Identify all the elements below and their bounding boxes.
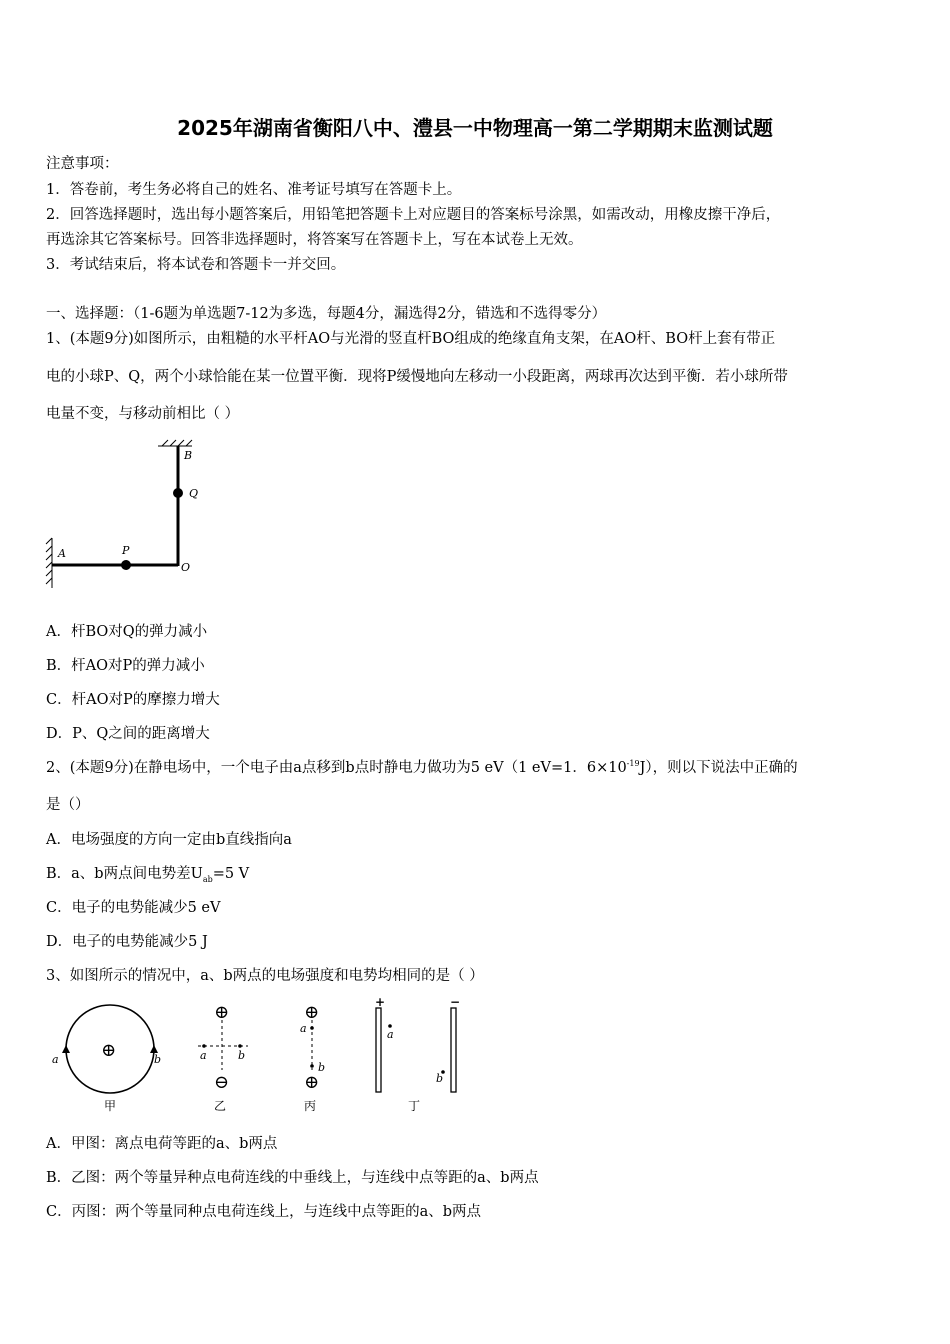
q2-option-c: C．电子的电势能减少5 eV — [46, 900, 221, 916]
charge-negative: ⊖ — [214, 1072, 230, 1093]
caption-bing: 丙 — [304, 1099, 317, 1113]
q3-option-c: C．丙图：两个等量同种点电荷连线上，与连线中点等距的a、b两点 — [46, 1204, 482, 1220]
point-b — [310, 1064, 314, 1068]
point-b-label: b — [436, 1072, 444, 1085]
q1-stem-line: 电量不变，与移动前相比（ ） — [46, 406, 240, 422]
caption-jia: 甲 — [104, 1099, 117, 1113]
q2-option-b-tail: =5 V — [212, 866, 250, 882]
label-p: P — [122, 544, 130, 557]
notice-item: 2．回答选择题时，选出每小题答案后，用铅笔把答题卡上对应题目的答案标号涂黑，如需改动，用橡皮擦干净后， — [46, 207, 781, 223]
figure-jia — [52, 1005, 161, 1113]
q2-option-b-main: B．a、b两点间电势差U — [46, 866, 203, 882]
q1-stem-line: 电的小球P、Q，两个小球恰能在某一位置平衡．现将P缓慢地向左移动一小段距离，两球再次达到平衡．若小球所带 — [46, 369, 788, 385]
q3-stem: 3、如图所示的情况中，a、b两点的电场强度和电势均相同的是（ ） — [46, 968, 484, 984]
charge-positive: ⊕ — [214, 1002, 230, 1023]
label-b: B — [184, 449, 193, 462]
q1-figure — [44, 438, 214, 590]
q2-option-b-sub: ab — [202, 874, 213, 884]
page-title: 2025年湖南省衡阳八中、澧县一中物理高一第二学期期末监测试题 — [177, 116, 773, 140]
label-a: A — [58, 547, 66, 560]
q2-stem-line — [46, 756, 798, 777]
label-q: Q — [189, 487, 199, 500]
notice-heading: 注意事项： — [46, 156, 119, 172]
charge-positive: ⊕ — [304, 1072, 320, 1093]
point-a-label: a — [387, 1028, 394, 1041]
caption-ding: 丁 — [408, 1099, 421, 1113]
point-a-label: a — [300, 1022, 307, 1035]
q1-wall-hatch — [46, 538, 52, 588]
plate-plus-sign: + — [375, 996, 386, 1009]
arrow-right — [150, 1045, 158, 1053]
point-b — [238, 1044, 242, 1048]
figure-bing — [300, 1002, 325, 1113]
point-a — [202, 1044, 206, 1048]
arrow-left — [62, 1045, 70, 1053]
q2-option-a: A．电场强度的方向一定由b直线指向a — [46, 832, 292, 848]
negative-plate — [451, 1008, 456, 1092]
section-heading: 一、选择题：（1-6题为单选题7-12为多选，每题4分，漏选得2分，错选和不选得零分） — [46, 306, 607, 322]
q1-stem-line: 1、(本题9分)如图所示，由粗糙的水平杆AO与光滑的竖直杆BO组成的绝缘直角支架，在AO杆、BO杆上套有带正 — [46, 331, 776, 347]
q3-figure — [46, 996, 486, 1116]
notice-item: 1．答卷前，考生务必将自己的姓名、准考证号填写在答题卡上。 — [46, 182, 462, 198]
figure-yi — [198, 1002, 248, 1113]
point-a-label: a — [200, 1049, 207, 1062]
q1-option-d: D．P、Q之间的距离增大 — [46, 726, 210, 742]
ball-q — [173, 488, 183, 498]
q1-option-c: C．杆AO对P的摩擦力增大 — [46, 692, 220, 708]
label-o: O — [181, 561, 191, 574]
q2-stem-line: 是（） — [46, 797, 90, 813]
plate-minus-sign: − — [450, 996, 461, 1009]
point-b-label: b — [238, 1049, 246, 1062]
q3-option-b: B．乙图：两个等量异种点电荷连线的中垂线上，与连线中点等距的a、b两点 — [46, 1170, 539, 1186]
q2-stem-tail: J），则以下说法中正确的 — [639, 760, 798, 776]
q1-option-a: A．杆BO对Q的弹力减小 — [46, 624, 208, 640]
point-a — [310, 1026, 314, 1030]
q3-option-a: A．甲图：离点电荷等距的a、b两点 — [46, 1136, 278, 1152]
charge-positive: ⊕ — [101, 1040, 117, 1061]
point-b-label: b — [154, 1053, 162, 1066]
caption-yi: 乙 — [214, 1099, 227, 1113]
notice-item: 再选涂其它答案标号。回答非选择题时，将答案写在答题卡上，写在本试卷上无效。 — [46, 232, 583, 248]
q2-stem-main: 2、(本题9分)在静电场中，一个电子由a点移到b点时静电力做功为5 eV（1 eV=1．6×10 — [46, 760, 627, 776]
q1-option-b: B．杆AO对P的弹力减小 — [46, 658, 205, 674]
notice-item: 3．考试结束后，将本试卷和答题卡一并交回。 — [46, 257, 346, 273]
point-b-label: b — [318, 1061, 326, 1074]
q2-stem-exponent: -19 — [626, 759, 640, 769]
ball-p — [121, 560, 131, 570]
charge-positive: ⊕ — [304, 1002, 320, 1023]
figure-ding — [375, 996, 460, 1113]
q2-option-b — [46, 862, 249, 884]
point-a-label: a — [52, 1053, 59, 1066]
positive-plate — [376, 1008, 381, 1092]
q1-ceiling-hatch — [158, 440, 192, 446]
q2-option-d: D．电子的电势能减少5 J — [46, 934, 208, 950]
